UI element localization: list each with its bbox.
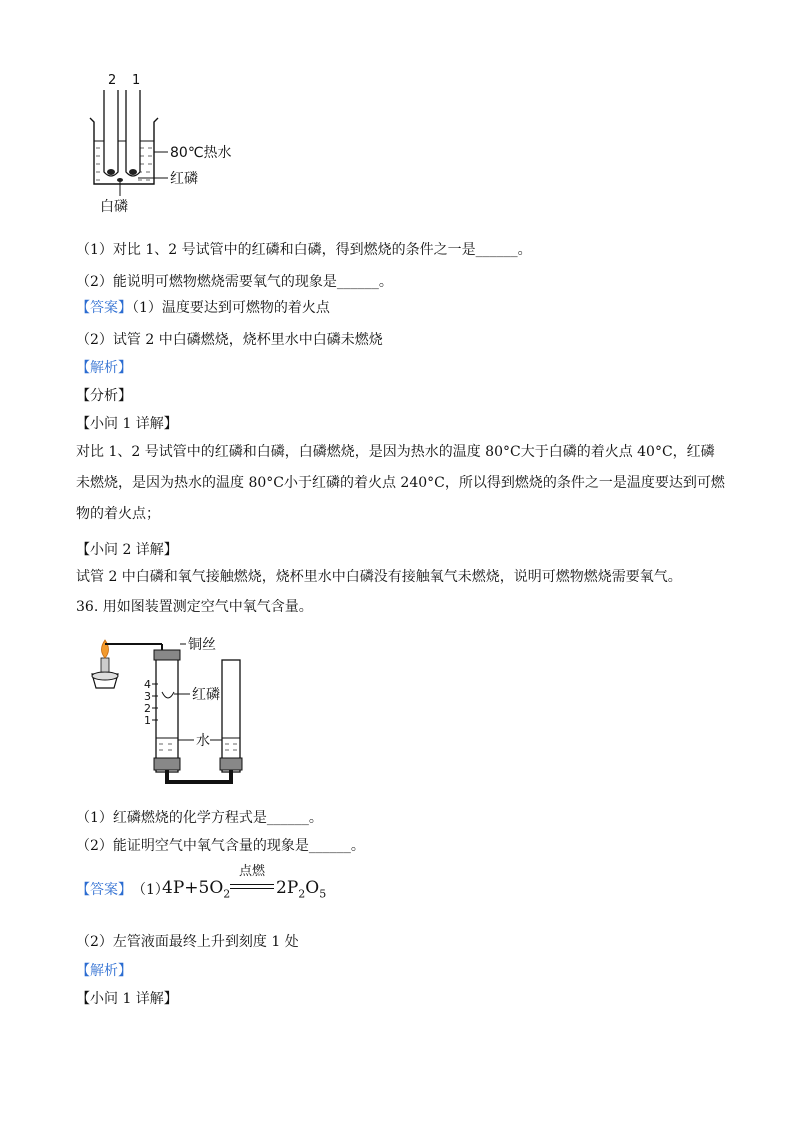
detail1-title: 【小问 1 详解】 <box>76 416 178 432</box>
q35-answer-line <box>76 298 330 318</box>
q36-detail1-title: 【小问 1 详解】 <box>76 991 178 1007</box>
q36-stem: 36. 用如图装置测定空气中氧气含量。 <box>76 599 313 615</box>
scale-3: 3 <box>144 690 151 703</box>
analysis-tag-2: 【解析】 <box>76 963 132 979</box>
scale-4: 4 <box>144 678 151 691</box>
label-hot-water: 80℃热水 <box>170 145 232 161</box>
detail1-text: 对比 1、2 号试管中的红磷和白磷，白磷燃烧，是因为热水的温度 80°C大于白磷的着火点 40°C，红磷未燃烧，是因为热水的温度 80°C小于红磷的着火点 240°C，所以得到燃烧的条件之一是温度要达到可燃物的着火点； <box>76 444 725 522</box>
answer-tag-2: 【答案】 <box>76 882 132 898</box>
eq-right-a: 2P <box>276 878 299 898</box>
q36-answer-line <box>76 866 476 910</box>
label-white-phosphorus: 白磷 <box>100 199 128 215</box>
label-red-phosphorus: 红磷 <box>170 171 198 187</box>
scale-2: 2 <box>144 702 151 715</box>
figure-combustion-experiment <box>80 68 270 218</box>
q36-sub1: （1）红磷燃烧的化学方程式是______。 <box>76 810 323 826</box>
eq-right-sub1: 2 <box>298 887 306 901</box>
q35-sub2: （2）能说明可燃物燃烧需要氧气的现象是______。 <box>76 274 393 290</box>
eq-bar-bottom <box>230 888 274 889</box>
eq-left: 4P+5O <box>162 878 224 898</box>
tube-label-2: 2 <box>108 73 117 88</box>
q35-answer2: （2）试管 2 中白磷燃烧，烧杯里水中白磷未燃烧 <box>76 332 383 348</box>
q36-sub2: （2）能证明空气中氧气含量的现象是______。 <box>76 838 365 854</box>
eq-bar-top <box>230 884 274 885</box>
label-copper-wire: 铜丝 <box>188 637 216 653</box>
q35-answer1: （1）温度要达到可燃物的着火点 <box>132 300 330 316</box>
eq-condition: 点燃 <box>238 864 265 879</box>
answer-tag: 【答案】 <box>76 300 132 316</box>
detail2-title: 【小问 2 详解】 <box>76 542 178 558</box>
q36-answer1-prefix: （1） <box>132 882 169 898</box>
analysis-tag: 【解析】 <box>76 360 132 376</box>
eq-left-sub: 2 <box>223 887 231 901</box>
q36-answer2: （2）左管液面最终上升到刻度 1 处 <box>76 934 299 950</box>
eq-right-b: O <box>305 878 320 898</box>
q35-sub1: （1）对比 1、2 号试管中的红磷和白磷，得到燃烧的条件之一是______。 <box>76 242 532 258</box>
equation-left <box>162 876 230 906</box>
detail2-text: 试管 2 中白磷和氧气接触燃烧，烧杯里水中白磷没有接触氧气未燃烧，说明可燃物燃烧需要氧气。 <box>76 569 682 585</box>
scale-1: 1 <box>144 714 151 727</box>
eq-right-sub2: 5 <box>319 887 327 901</box>
label-water: 水 <box>196 733 210 749</box>
tube-label-1: 1 <box>132 73 141 88</box>
equation-right <box>276 876 326 906</box>
label-red-phosphorus-2: 红磷 <box>192 687 220 703</box>
figure-oxygen-apparatus <box>82 630 302 790</box>
analysis-fenxi: 【分析】 <box>76 388 132 404</box>
